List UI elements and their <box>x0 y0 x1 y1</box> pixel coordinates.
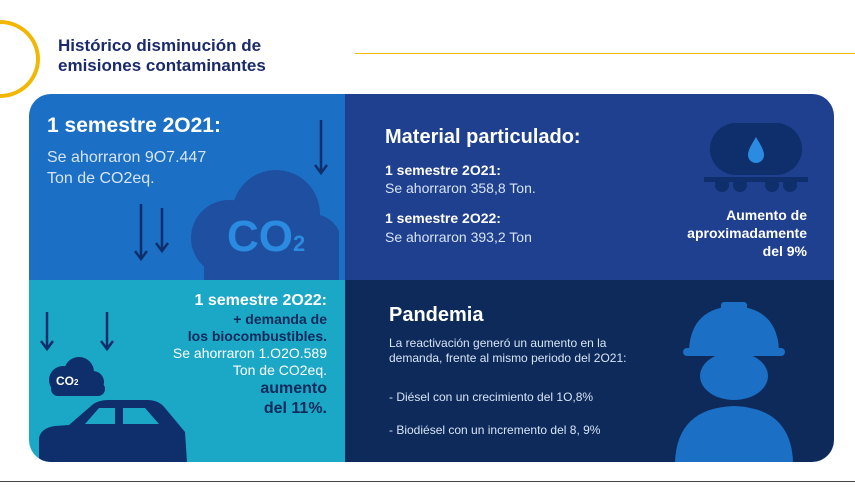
page-title-line1: Histórico disminución de <box>58 36 262 55</box>
pandemia-intro-line1: La reactivación generó un aumento en la <box>389 336 607 350</box>
page-title-line2: emisiones contaminantes <box>58 56 266 75</box>
increase-line3: del 9% <box>762 243 807 259</box>
title-divider <box>355 53 855 54</box>
material-increase-note <box>687 206 807 260</box>
down-arrow-icon <box>154 208 170 256</box>
co2-subscript: 2 <box>293 231 306 256</box>
co2-subscript-small: 2 <box>74 378 79 387</box>
panel-2022-heading: 1 semestre 2O22: <box>194 292 327 309</box>
panel-2022-text <box>173 311 327 419</box>
panel-2022-line2: los biocombustibles. <box>187 328 327 344</box>
bottom-divider <box>0 481 855 482</box>
increase-line2: aproximadamente <box>687 225 807 241</box>
material-2021-value: Se ahorraron 358,8 Ton. <box>385 180 536 196</box>
panel-2022-line1: + demanda de <box>233 311 327 327</box>
panel-2021-text <box>47 147 206 189</box>
car-icon <box>39 398 187 462</box>
panel-2021-line2: Ton de CO2eq. <box>47 170 155 187</box>
panel-pandemia <box>345 280 834 462</box>
panel-2022-line5: aumento <box>260 380 327 397</box>
decorative-ring <box>0 20 40 98</box>
tanker-truck-icon <box>700 119 812 199</box>
page-title <box>58 36 358 76</box>
co2-text-small: CO <box>56 374 74 388</box>
panel-2022-line3: Se ahorraron 1.O2O.589 <box>172 345 327 361</box>
panel-2022-line4: Ton de CO2eq. <box>232 362 327 378</box>
increase-line1: Aumento de <box>726 207 807 223</box>
co2-small-label <box>56 374 78 388</box>
down-arrow-icon <box>39 312 55 354</box>
material-2022-value: Se ahorraron 393,2 Ton <box>385 229 532 245</box>
co2-cloud-label <box>227 212 305 262</box>
down-arrow-icon <box>133 204 149 264</box>
panel-material-particulado <box>345 94 834 280</box>
panel-2021-line1: Se ahorraron 9O7.447 <box>47 149 207 166</box>
pandemia-heading: Pandemia <box>389 304 484 326</box>
co2-text: CO <box>227 212 293 261</box>
pandemia-item-biodiesel: - Biodiésel con un incremento del 8, 9% <box>389 423 601 437</box>
infographic-card <box>29 94 834 462</box>
material-2021-label: 1 semestre 2O21: <box>385 162 501 178</box>
pandemia-item-diesel: - Diésel con un crecimiento del 1O,8% <box>389 390 594 404</box>
panel-2021-heading: 1 semestre 2O21: <box>47 114 221 137</box>
pandemia-intro <box>389 336 626 366</box>
material-2022-label: 1 semestre 2O22: <box>385 210 501 226</box>
panel-2022-line6: del 11%. <box>263 400 327 417</box>
material-heading: Material particulado: <box>385 126 581 148</box>
panel-2021 <box>29 94 345 280</box>
panel-2022 <box>29 280 345 462</box>
pandemia-intro-line2: demanda, frente al mismo periodo del 2O21: <box>389 351 627 365</box>
down-arrow-icon <box>99 312 115 354</box>
worker-helmet-icon <box>669 296 799 462</box>
